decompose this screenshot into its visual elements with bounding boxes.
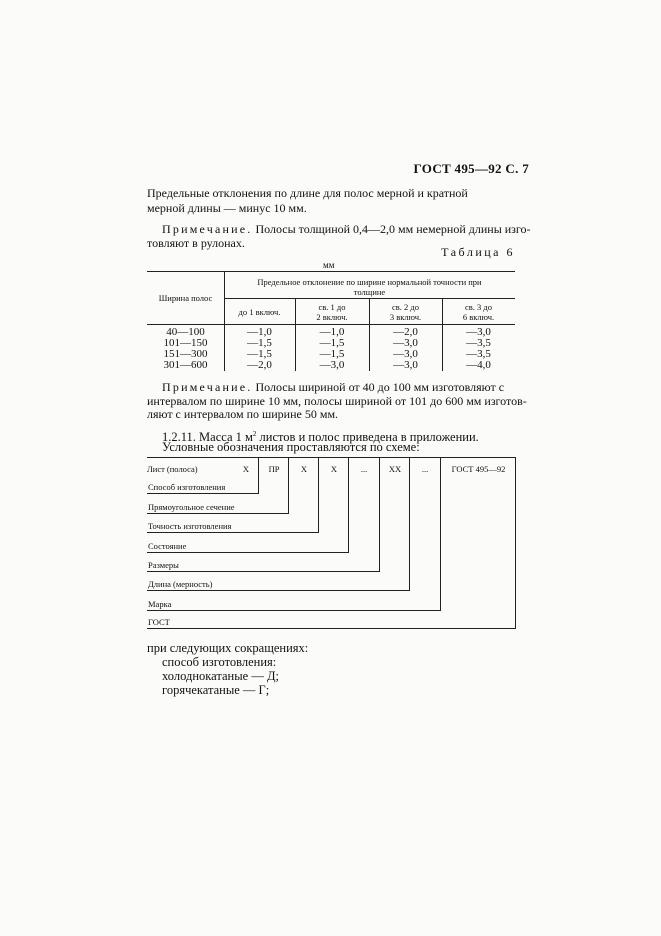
scheme-hline-4 xyxy=(147,552,349,553)
scheme-line-3 xyxy=(318,457,319,532)
scheme-line-2 xyxy=(288,457,289,513)
table-cell: —3,0 xyxy=(466,326,491,338)
note-2-heading: Примечание. xyxy=(162,380,253,394)
table-subheader-1: до 1 включ. xyxy=(238,307,281,317)
scheme-code-2: ПР xyxy=(268,464,280,474)
note-2-line2: интервалом по ширине 10 мм, полосы шириной от 101 до 600 мм изготов- xyxy=(147,394,527,408)
table-cell: —3,0 xyxy=(393,348,418,360)
scheme-label-accuracy: Точность изготовления xyxy=(148,521,232,531)
scheme-hline-8 xyxy=(147,628,516,629)
scheme-line-6 xyxy=(409,457,410,590)
table-header-width: Ширина полос xyxy=(158,293,213,303)
note-2-line1 xyxy=(162,380,504,395)
scheme-hline-7 xyxy=(147,610,441,611)
table-header-group-line2: толщине xyxy=(353,287,386,297)
scheme-code-7: ... xyxy=(421,464,429,474)
table-cell: 101—150 xyxy=(163,337,208,349)
table-cell: —2,0 xyxy=(247,359,272,371)
scheme-label-grade: Марка xyxy=(148,599,172,609)
note-2-line3: ляют с интервалом по ширине 50 мм. xyxy=(147,407,339,421)
table-header-group-line1: Предельное отклонение по ширине нормальной точности при xyxy=(257,277,482,287)
scheme-code-gost: ГОСТ 495—92 xyxy=(451,464,506,474)
scheme-hline-1 xyxy=(147,493,259,494)
scheme-label-gost: ГОСТ xyxy=(148,617,170,627)
document-header: ГОСТ 495—92 С. 7 xyxy=(413,161,529,176)
table-cell: —3,5 xyxy=(466,337,491,349)
paragraph-mass-part2: листов и полос приведена в приложении. xyxy=(256,430,479,445)
abbreviation-item: способ изготовления: xyxy=(162,655,277,669)
table-cell: —1,5 xyxy=(247,348,272,360)
note-2-text: Полосы шириной от 40 до 100 мм изготовляют с xyxy=(255,380,505,394)
scheme-hline-6 xyxy=(147,590,410,591)
note-1-text: Полосы толщиной 0,4—2,0 мм немерной длины изго- xyxy=(255,222,531,236)
scheme-label-length: Длина (мерность) xyxy=(148,579,213,589)
scheme-hline-3 xyxy=(147,532,319,533)
scheme-label-condition: Состояние xyxy=(148,541,187,551)
table-subheader-3-line2: 3 включ. xyxy=(389,312,422,322)
scheme-right-border xyxy=(515,457,516,629)
scheme-label-section: Прямоугольное сечение xyxy=(148,502,235,512)
scheme-hline-5 xyxy=(147,571,380,572)
table-cell: —3,5 xyxy=(466,348,491,360)
table-subheader-2-line1: св. 1 до xyxy=(318,302,346,312)
table-cell: —1,5 xyxy=(319,348,345,360)
table-subheader-3-line1: св. 2 до xyxy=(392,302,419,312)
paragraph-length-tolerance-line2: мерной длины — минус 10 мм. xyxy=(147,201,307,215)
paragraph-mass-part1: 1.2.11. Масса 1 м xyxy=(162,430,253,445)
scheme-label-sizes: Размеры xyxy=(148,560,179,570)
note-1-line1 xyxy=(162,222,531,237)
table-cell: —1,5 xyxy=(319,337,345,349)
table-header-bottom-rule xyxy=(147,324,515,325)
paragraph-length-tolerance-line1: Предельные отклонения по длине для полос мерной и кратной xyxy=(147,186,468,200)
scheme-code-1: X xyxy=(242,464,250,474)
table-cell: 301—600 xyxy=(163,359,208,371)
table-cell: —1,0 xyxy=(247,326,272,338)
abbreviation-item: холоднокатаные — Д; xyxy=(162,669,279,683)
scheme-top-rule xyxy=(147,457,515,458)
table-subheader-4-line1: св. 3 до xyxy=(465,302,492,312)
scheme-code-5: ... xyxy=(360,464,368,474)
scheme-label-method: Способ изготовления xyxy=(148,482,226,492)
scheme-line-4 xyxy=(348,457,349,552)
table-caption: Таблица 6 xyxy=(441,245,515,259)
scheme-code-4: X xyxy=(330,464,338,474)
table-cell: —3,0 xyxy=(393,337,418,349)
note-1-heading: Примечание. xyxy=(162,222,253,236)
scheme-title: Лист (полоса) xyxy=(147,464,198,474)
abbreviations-intro: при следующих сокращениях: xyxy=(147,641,309,655)
table-subheader-2-line2: 2 включ. xyxy=(316,312,348,322)
paragraph-scheme-intro: Условные обозначения проставляются по схеме: xyxy=(162,440,420,454)
table-cell: —2,0 xyxy=(393,326,418,338)
table-top-rule xyxy=(147,271,515,272)
table-unit: мм xyxy=(323,260,335,270)
table-subheader-4-line2: 6 включ. xyxy=(462,312,495,322)
superscript-two: 2 xyxy=(252,430,257,438)
table-cell: —3,0 xyxy=(393,359,418,371)
table-cell: —1,0 xyxy=(319,326,345,338)
scheme-code-6: XX xyxy=(388,464,402,474)
scheme-code-3: X xyxy=(300,464,308,474)
scheme-hline-2 xyxy=(147,513,289,514)
table-cell: —4,0 xyxy=(466,359,491,371)
table-cell: 151—300 xyxy=(163,348,208,360)
note-1-line2: товляют в рулонах. xyxy=(147,236,245,250)
table-cell: —1,5 xyxy=(247,337,272,349)
table-cell: 40—100 xyxy=(166,326,205,338)
scheme-line-5 xyxy=(379,457,380,571)
scheme-line-7 xyxy=(440,457,441,610)
scheme-line-1 xyxy=(258,457,259,493)
table-cell: —3,0 xyxy=(319,359,345,371)
abbreviation-item: горячекатаные — Г; xyxy=(162,683,270,697)
